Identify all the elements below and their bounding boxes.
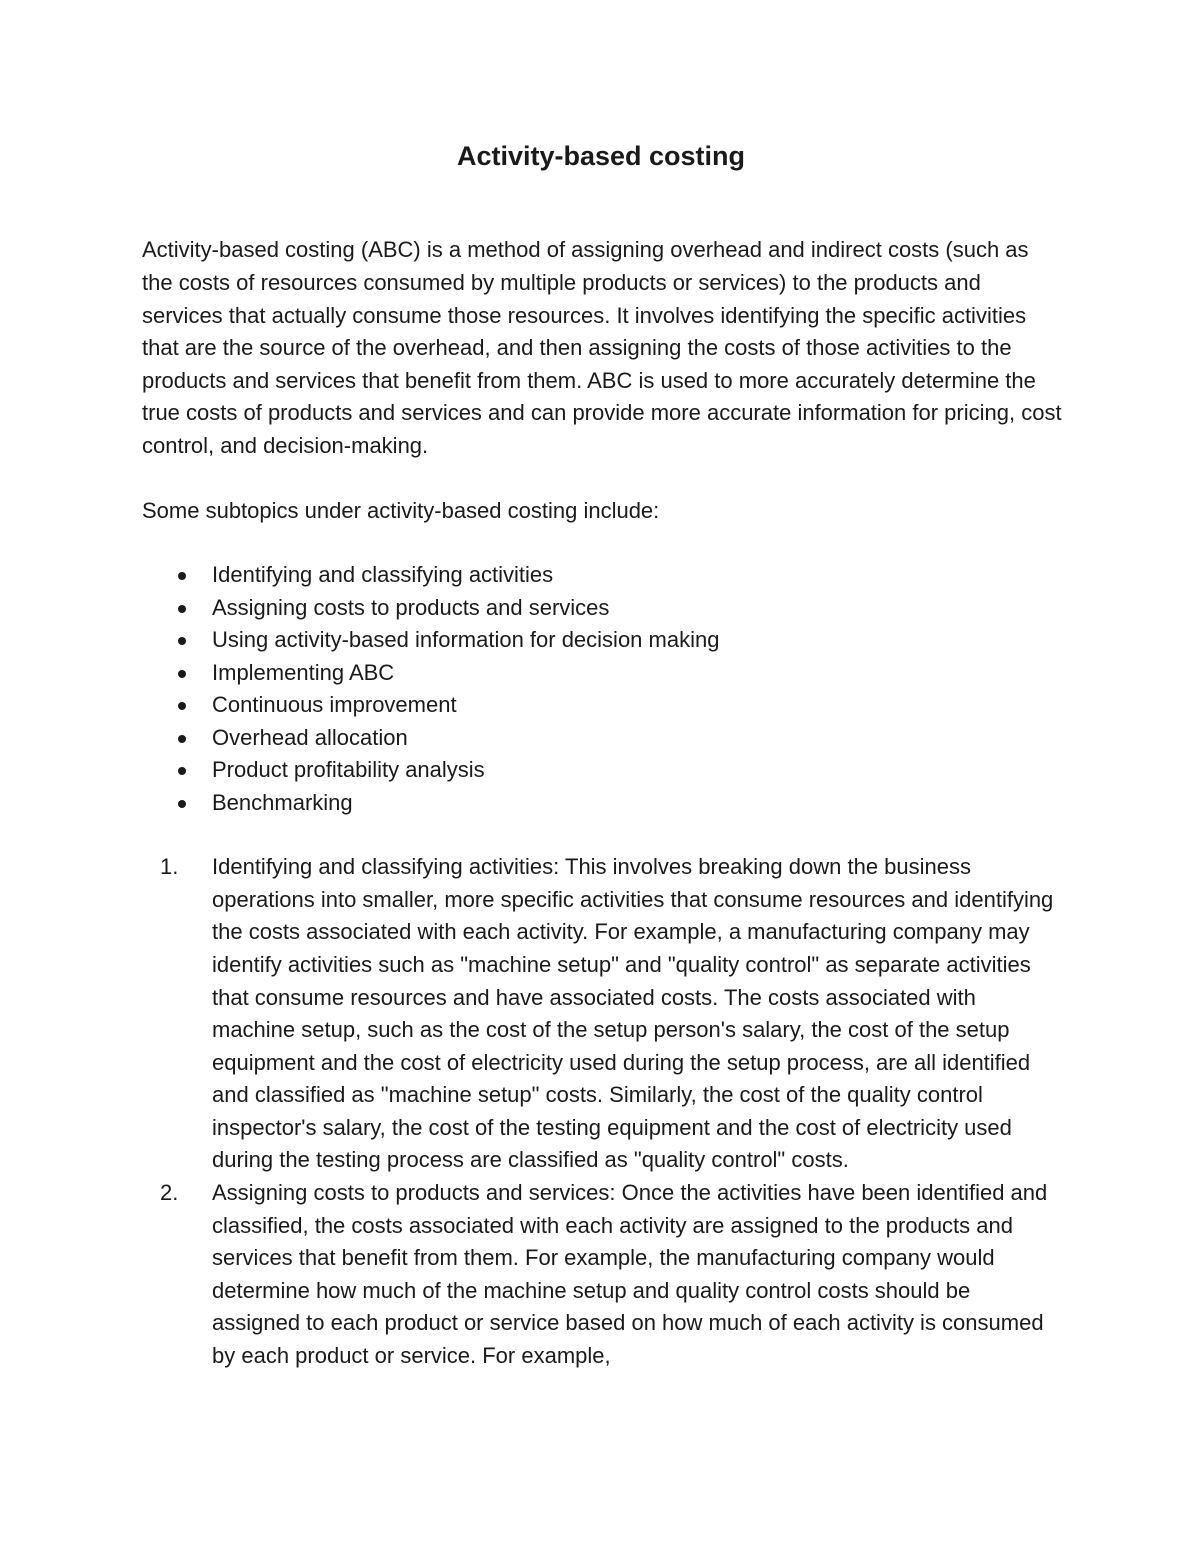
list-item	[142, 689, 1062, 722]
list-item-text: Benchmarking	[212, 789, 353, 815]
list-item-text: Identifying and classifying activities	[212, 562, 554, 588]
item-number: 2.	[160, 1180, 179, 1206]
list-item	[142, 787, 1062, 820]
bullet-icon	[178, 670, 186, 678]
list-item	[142, 657, 1062, 690]
numbered-list	[142, 851, 1062, 1373]
list-item-text: Product profitability analysis	[212, 757, 485, 783]
bullet-icon	[178, 637, 186, 645]
numbered-item-text: Assigning costs to products and services: Once the activities have been identified and classified, the costs associated with each activity are assigned to the products and services that benefit from them. For example, the manufacturing company would determine how much of the machine setup and quality control costs should be assigned to each product or service based on how much of each activity is consumed by each product or service. For example,	[212, 1180, 1048, 1369]
list-item	[142, 592, 1062, 625]
subtopics-list	[142, 559, 1062, 819]
numbered-item	[142, 851, 1062, 1177]
list-item-text: Assigning costs to products and services	[212, 594, 610, 620]
list-item-text: Implementing ABC	[212, 659, 395, 685]
bullet-icon	[178, 572, 186, 580]
subtopics-intro: Some subtopics under activity-based costing include:	[142, 497, 660, 523]
list-item-text: Overhead allocation	[212, 724, 408, 750]
numbered-item	[142, 1177, 1062, 1373]
numbered-item-text: Identifying and classifying activities: This involves breaking down the business operations into smaller, more specific activities that consume resources and identifying the costs associated with each activity. For example, a manufacturing company may identify activities such as "machine setup" and "quality control" as separate activities that consume resources and have associated costs. The costs associated with machine setup, such as the cost of the setup person's salary, the cost of the setup equipment and the cost of electricity used during the setup process, are all identified and classified as "machine setup" costs. Similarly, the cost of the quality control inspector's salary, the cost of the testing equipment and the cost of electricity used during the testing process are classified as "quality control" costs.	[212, 854, 1054, 1173]
list-item	[142, 722, 1062, 755]
bullet-icon	[178, 605, 186, 613]
item-number: 1.	[160, 854, 179, 880]
bullet-icon	[178, 800, 186, 808]
intro-paragraph: Activity-based costing (ABC) is a method of assigning overhead and indirect costs (such as the costs of resources consumed by multiple products or services) to the products and services that actually consume those resources. It involves identifying the specific activities that are the source of the overhead, and then assigning the costs of those activities to the products and services that benefit from them. ABC is used to more accurately determine the true costs of products and services and can provide more accurate information for pricing, cost control, and decision-making.	[142, 237, 1062, 458]
bullet-icon	[178, 735, 186, 743]
list-item-text: Continuous improvement	[212, 692, 457, 718]
list-item-text: Using activity-based information for decision making	[212, 627, 720, 653]
document-page	[142, 140, 1062, 1373]
bullet-icon	[178, 767, 186, 775]
page-title: Activity-based costing	[456, 141, 746, 171]
list-item	[142, 624, 1062, 657]
bullet-icon	[178, 702, 186, 710]
list-item	[142, 754, 1062, 787]
list-item	[142, 559, 1062, 592]
